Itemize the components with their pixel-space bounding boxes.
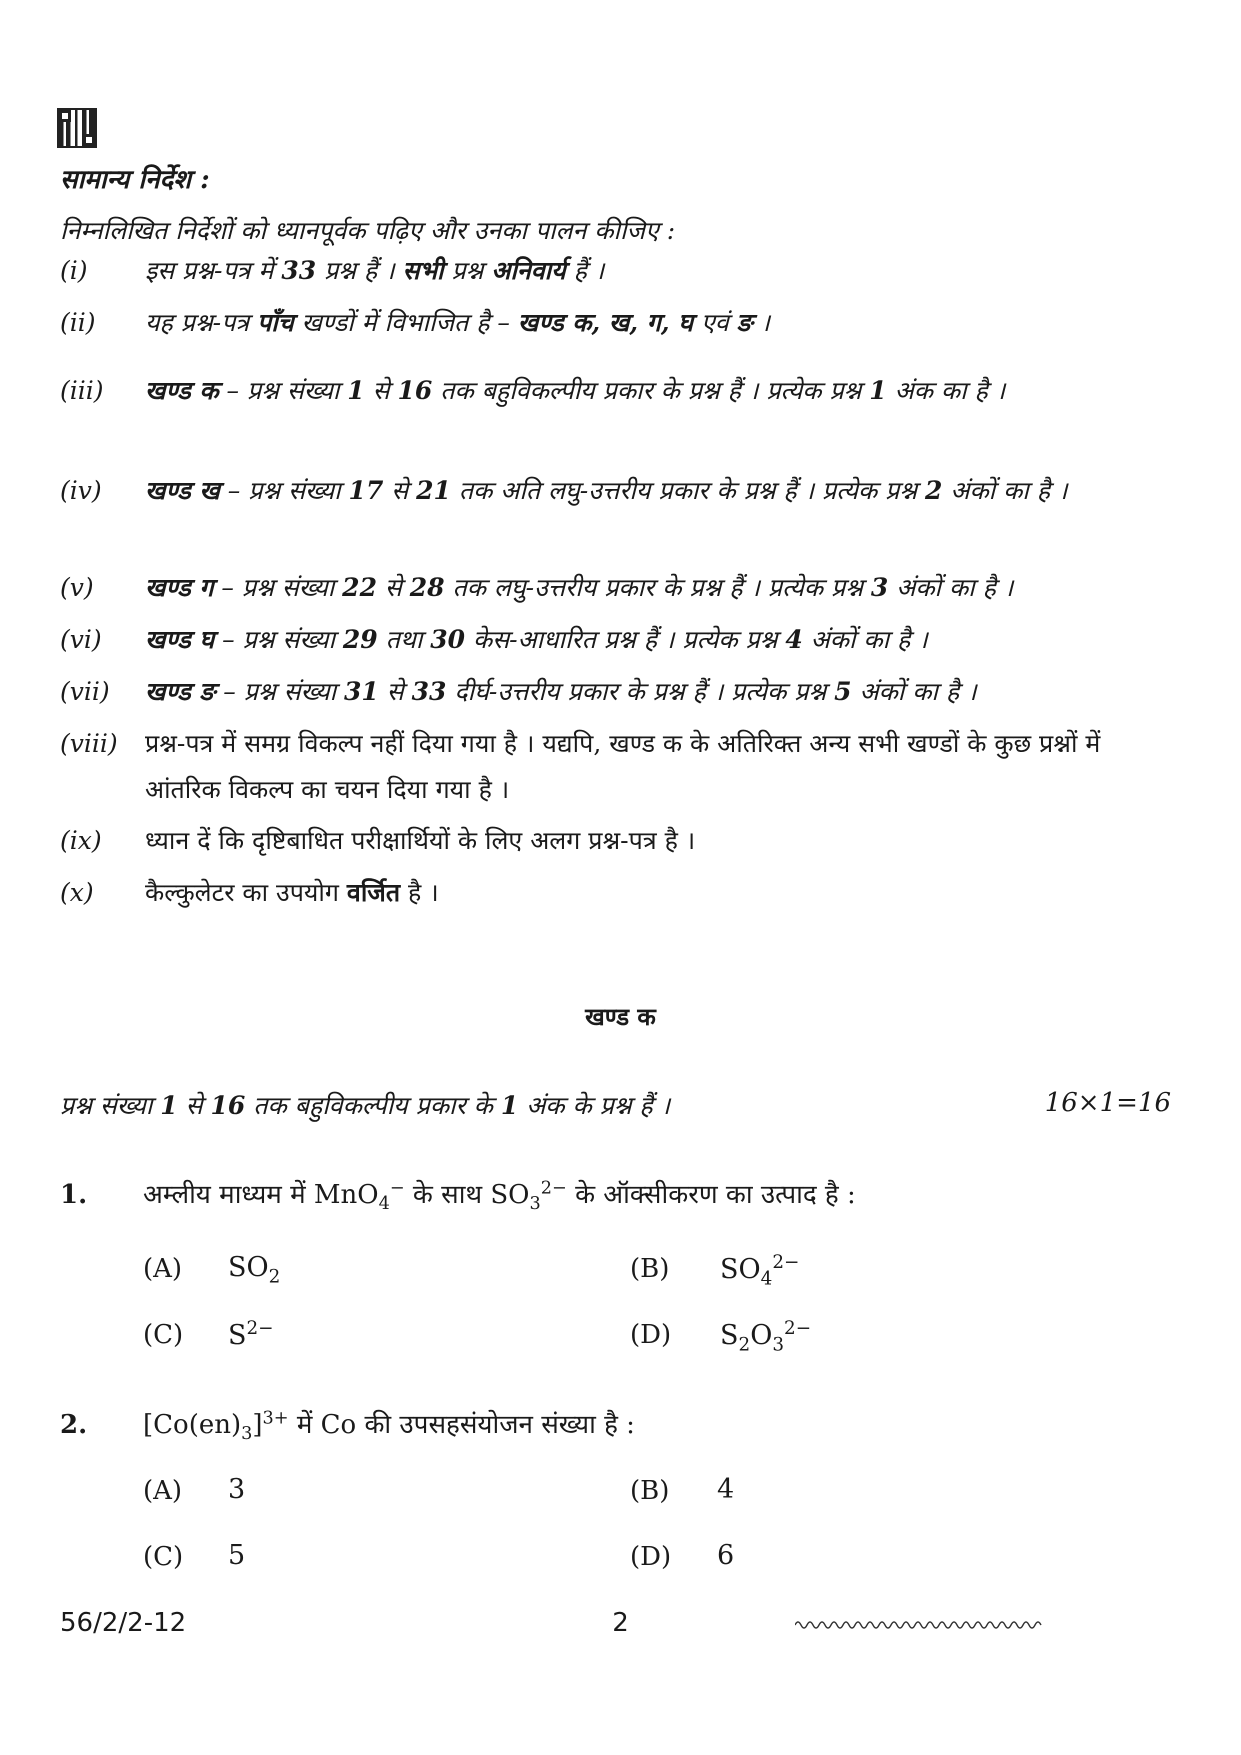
instruction-text: 30 [430,625,466,654]
instruction-text: – प्रश्न संख्या [218,376,348,405]
instruction-text: तक अति लघु-उत्तरीय प्रकार के प्रश्न हैं । प्रत्येक प्रश्न [450,476,926,505]
instruction-text: अंकों का है । [851,677,977,706]
section-marks: 16×1=16 [1044,1088,1171,1118]
option-label: (A) [143,1254,183,1284]
formula-base: SO [228,1252,269,1283]
instruction-text: 16 [397,376,433,405]
instruction-text: केस-आधारित प्रश्न हैं । प्रत्येक प्रश्न [465,625,786,654]
section-intro-text: 1 [160,1091,178,1120]
formula-base: SO [490,1180,530,1210]
formula-sub: 4 [760,1268,773,1290]
instruction-item [60,368,1180,414]
formula-base: O [750,1320,773,1351]
option-value[interactable]: 6 [717,1540,735,1571]
question-text [143,1405,635,1444]
instruction-text: 3 [870,573,889,602]
instruction-number: (iii) [60,376,104,405]
instruction-text: से [383,476,417,505]
squiggle-line-icon [795,1618,1045,1632]
option-label: (B) [630,1254,670,1284]
general-instructions-intro: निम्नलिखित निर्देशों को ध्यानपूर्वक पढ़िए और उनका पालन कीजिए : [60,216,676,245]
question-number: 1. [60,1180,88,1210]
instruction-text: 1 [869,376,887,405]
formula-sub: 4 [378,1194,390,1215]
instruction-item [60,669,1180,715]
instruction-text: 22 [342,573,377,602]
formula-sup: 2− [246,1318,274,1339]
instruction-text: खण्ड ङ [145,677,216,706]
instruction-item [60,617,1180,663]
instruction-text: अंकों का है । [888,573,1014,602]
section-intro-text: 16 [210,1091,246,1120]
instruction-text: 21 [416,476,451,505]
instruction-text: वर्जित [346,878,401,907]
instruction-text: इस प्रश्न-पत्र में [145,256,282,285]
formula [490,1178,567,1215]
instruction-text: – प्रश्न संख्या [219,476,349,505]
formula-base: [Co(en) [143,1410,242,1440]
option-value[interactable]: 3 [228,1474,246,1505]
formula-sub: 3 [241,1424,253,1445]
instruction-item [60,300,1180,346]
instruction-text: पाँच [257,308,294,337]
section-intro [60,1088,670,1122]
option-label: (B) [630,1476,670,1506]
formula-sub: 3 [772,1334,785,1356]
option-label: (C) [143,1542,184,1572]
formula-sub: 3 [529,1194,541,1215]
instruction-text: ध्यान दें कि दृष्टिबाधित परीक्षार्थियों के लिए अलग प्रश्न-पत्र है । [145,826,696,855]
instruction-text: ङ [736,308,753,337]
qr-code-icon [57,108,97,148]
instruction-text: प्रश्न [443,256,492,285]
instruction-text: 29 [342,625,378,654]
instruction-text: अंकों का है । [942,476,1068,505]
formula-sup: − [389,1178,405,1199]
instruction-text: खण्ड क [145,376,219,405]
instruction-text: खण्ड क, ख, ग, घ [517,308,694,337]
question-text [143,1175,856,1214]
instruction-text: सभी [402,256,444,285]
instruction-number: (vi) [60,625,102,654]
formula-sup: 2− [784,1318,812,1339]
general-instructions-heading: सामान्य निर्देश : [60,165,210,195]
instruction-text: 33 [411,677,447,706]
instruction-text: खण्ड ख [145,476,220,505]
section-title: खण्ड क [585,1002,656,1031]
instruction-text: प्रश्न हैं । [316,256,403,285]
section-intro-text: अंक के प्रश्न हैं । [518,1091,671,1120]
page-number: 2 [612,1608,629,1638]
option-label: (C) [143,1320,184,1350]
instruction-text: अंक का है । [886,376,1006,405]
formula-sub: 2 [268,1266,281,1288]
question-text-part: के ऑक्सीकरण का उत्पाद है : [566,1180,856,1210]
instruction-text: 5 [834,677,852,706]
paper-code: 56/2/2-12 [60,1608,187,1638]
instruction-text: तक बहुविकल्पीय प्रकार के प्रश्न हैं । प्रत्येक प्रश्न [432,376,870,405]
instruction-number: (v) [60,573,94,602]
formula-base: S [720,1320,739,1351]
formula-sup: 2− [772,1252,800,1273]
instruction-text: एवं [693,308,737,337]
formula-base: SO [720,1254,761,1285]
option-label: (D) [630,1542,672,1572]
instruction-text: 2 [925,476,943,505]
section-intro-text: 1 [500,1091,519,1120]
instruction-number: (vii) [60,677,110,706]
instruction-text: तक लघु-उत्तरीय प्रकार के प्रश्न हैं । प्रत्येक प्रश्न [444,573,871,602]
instruction-item [60,870,1180,916]
instruction-text: – प्रश्न संख्या [215,677,345,706]
instruction-number: (ix) [60,826,102,855]
option-value[interactable] [720,1318,811,1355]
instruction-text: से [364,376,398,405]
option-value[interactable] [228,1318,274,1351]
formula-base: S [228,1320,247,1351]
instruction-text: यह प्रश्न-पत्र [145,308,258,337]
question-text-part: के साथ [404,1180,491,1210]
formula-sub: 2 [738,1334,751,1356]
instruction-number: (ii) [60,308,96,337]
instruction-text: – प्रश्न संख्या [214,625,343,654]
instruction-text: 4 [785,625,803,654]
instruction-text: । [752,308,771,337]
instruction-item [60,818,1180,864]
instruction-text: अनिवार्य [491,256,566,285]
instruction-text: से [376,573,410,602]
instruction-text: है । [400,878,439,907]
question-text-part: अम्लीय माध्यम में [143,1180,314,1210]
option-label: (A) [143,1476,183,1506]
formula [313,1178,405,1215]
instruction-item [60,468,1180,514]
instruction-text: दीर्घ-उत्तरीय प्रकार के प्रश्न हैं । प्रत्येक प्रश्न [446,677,835,706]
instruction-text: 28 [409,573,445,602]
instruction-text: 17 [348,476,384,505]
instruction-item [60,248,1180,294]
instruction-text: हैं । [565,256,605,285]
option-label: (D) [630,1320,672,1350]
instruction-number: (x) [60,878,94,907]
instruction-item [60,565,1180,611]
instruction-text: से [378,677,412,706]
option-value[interactable] [720,1252,799,1289]
instruction-item [60,721,1180,813]
instruction-text: खण्ड ग [145,573,214,602]
instruction-text: 1 [347,376,365,405]
instruction-text: अंकों का है । [802,625,928,654]
formula-base: ] [252,1410,263,1440]
section-intro-text: तक बहुविकल्पीय प्रकार के [245,1091,501,1120]
option-value[interactable] [228,1252,280,1287]
question-number: 2. [60,1410,88,1440]
instruction-text: 31 [344,677,379,706]
instruction-text: खण्डों में विभाजित है – [293,308,518,337]
option-value[interactable]: 4 [717,1474,735,1505]
formula-sup: 3+ [262,1408,289,1429]
instruction-text: कैल्कुलेटर का उपयोग [145,878,347,907]
question-text-part: में Co की उपसहसंयोजन संख्या है : [288,1410,635,1440]
instruction-text: – प्रश्न संख्या [213,573,343,602]
instruction-number: (viii) [60,729,118,758]
section-intro-text: से [177,1091,211,1120]
instruction-number: (iv) [60,476,102,505]
formula-base: MnO [313,1180,379,1210]
section-intro-text: प्रश्न संख्या [60,1091,161,1120]
option-value[interactable]: 5 [228,1540,246,1571]
formula-sup: 2− [540,1178,567,1199]
instruction-text: 33 [281,256,317,285]
instruction-text: तथा [377,625,431,654]
instruction-number: (i) [60,256,88,285]
instruction-text: प्रश्न-पत्र में समग्र विकल्प नहीं दिया गया है । यद्यपि, खण्ड क के अतिरिक्त अन्य सभी खण्डों के कुछ प्रश्नों में आंतरिक विकल्प का चयन दिया गया है । [145,729,1101,804]
instruction-text: खण्ड घ [145,625,215,654]
